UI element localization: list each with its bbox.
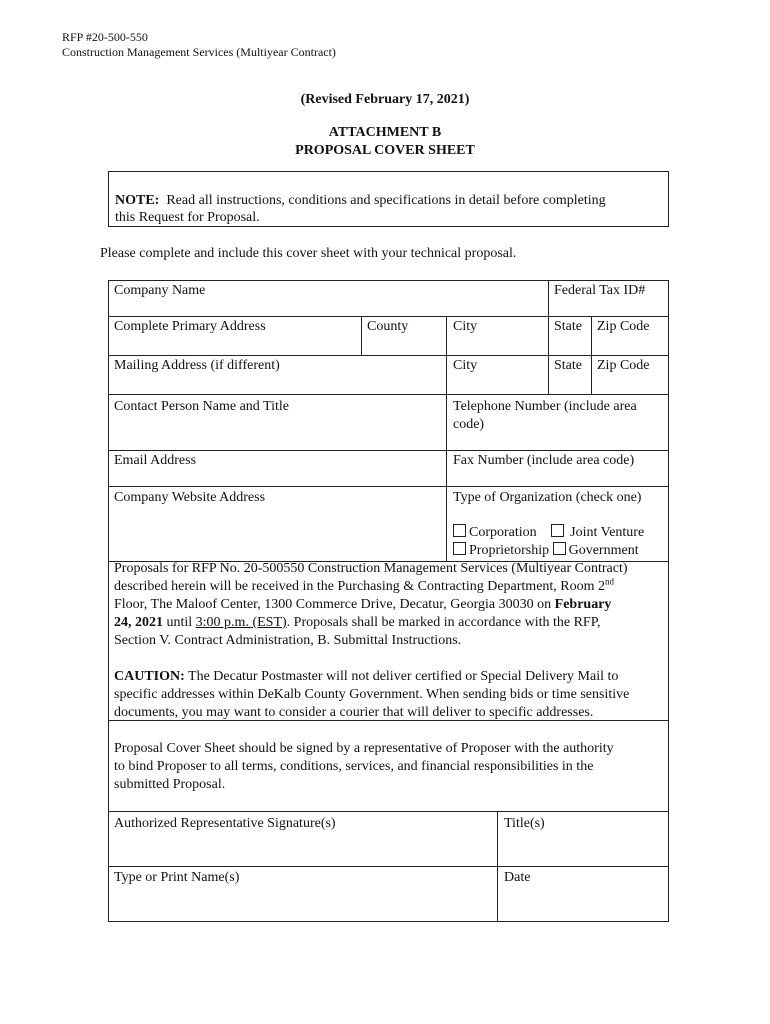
intro-text: Please complete and include this cover sheet with your technical proposal. [100,246,517,261]
note-line-2: this Request for Proposal. [115,210,260,225]
mailing-city-field[interactable]: City [453,358,478,373]
date-field[interactable]: Date [504,870,531,885]
page-title: PROPOSAL COVER SHEET [295,143,475,158]
proprietorship-checkbox[interactable]: Proprietorship [453,543,549,558]
revised-date: (Revised February 17, 2021) [300,92,470,107]
note-box [108,171,669,227]
title-field[interactable]: Title(s) [504,816,545,831]
org-type-label: Type of Organization (check one) [453,490,642,505]
checkbox-icon [551,524,564,537]
zip-field[interactable]: Zip Code [597,319,650,334]
checkbox-icon [453,542,466,555]
caution-text: CAUTION: The Decatur Postmaster will not deliver certified or Special Delivery Mail to specific addresses within DeKalb County Government. When sending bids or time sensitive documents, you may want to consider a courier that will deliver to specific addresses. [114,669,630,720]
state-field[interactable]: State [554,319,582,334]
print-name-field[interactable]: Type or Print Name(s) [114,870,240,885]
telephone-field-line2: code) [453,417,485,432]
primary-address-field[interactable]: Complete Primary Address [114,319,266,334]
note-text: Read all instructions, conditions and specifications in detail before completing [166,193,606,208]
corporation-checkbox[interactable]: Corporation [453,525,537,540]
mailing-state-field[interactable]: State [554,358,582,373]
rfp-number: RFP #20-500-550 [62,30,148,44]
website-field[interactable]: Company Website Address [114,490,266,505]
org-options-row-2 [453,542,639,560]
signing-authority-text: Proposal Cover Sheet should be signed by a representative of Proposer with the authority to bind Proposer to all terms, conditions, services, and financial responsibilities in the submitted Proposal. [114,741,614,792]
federal-tax-id-field[interactable]: Federal Tax ID# [554,283,646,298]
proposal-instructions: Proposals for RFP No. 20-500550 Construction Management Services (Multiyear Contract) described herein will be received in the Purchasing & Contracting Department, Room 2nd Floor, The Maloof Center, 1300 Commerce Drive, Decatur, Georgia 30030 on February 24, 2021 until 3:00 p.m. (EST). Proposals shall be marked in accordance with the RFP, Section V. Contract Administration, B. Submittal Instructions. [114,561,628,648]
note-line-1 [115,192,606,210]
email-field[interactable]: Email Address [114,453,197,468]
attachment-label: ATTACHMENT B [328,125,442,140]
joint-venture-checkbox[interactable]: Joint Venture [551,525,645,540]
caution-label: CAUTION: [114,669,185,684]
checkbox-icon [453,524,466,537]
company-name-field[interactable]: Company Name [114,283,206,298]
org-options-row-1 [453,524,644,542]
contact-person-field[interactable]: Contact Person Name and Title [114,399,289,414]
county-field[interactable]: County [367,319,409,334]
checkbox-icon [553,542,566,555]
government-checkbox[interactable]: Government [553,543,639,558]
fax-field[interactable]: Fax Number (include area code) [453,453,635,468]
mailing-address-field[interactable]: Mailing Address (if different) [114,358,280,373]
note-label: NOTE: [115,193,160,208]
mailing-zip-field[interactable]: Zip Code [597,358,650,373]
city-field[interactable]: City [453,319,478,334]
signature-field[interactable]: Authorized Representative Signature(s) [114,816,336,831]
project-name: Construction Management Services (Multiyear Contract) [62,45,336,59]
telephone-field[interactable]: Telephone Number (include area [453,399,637,414]
